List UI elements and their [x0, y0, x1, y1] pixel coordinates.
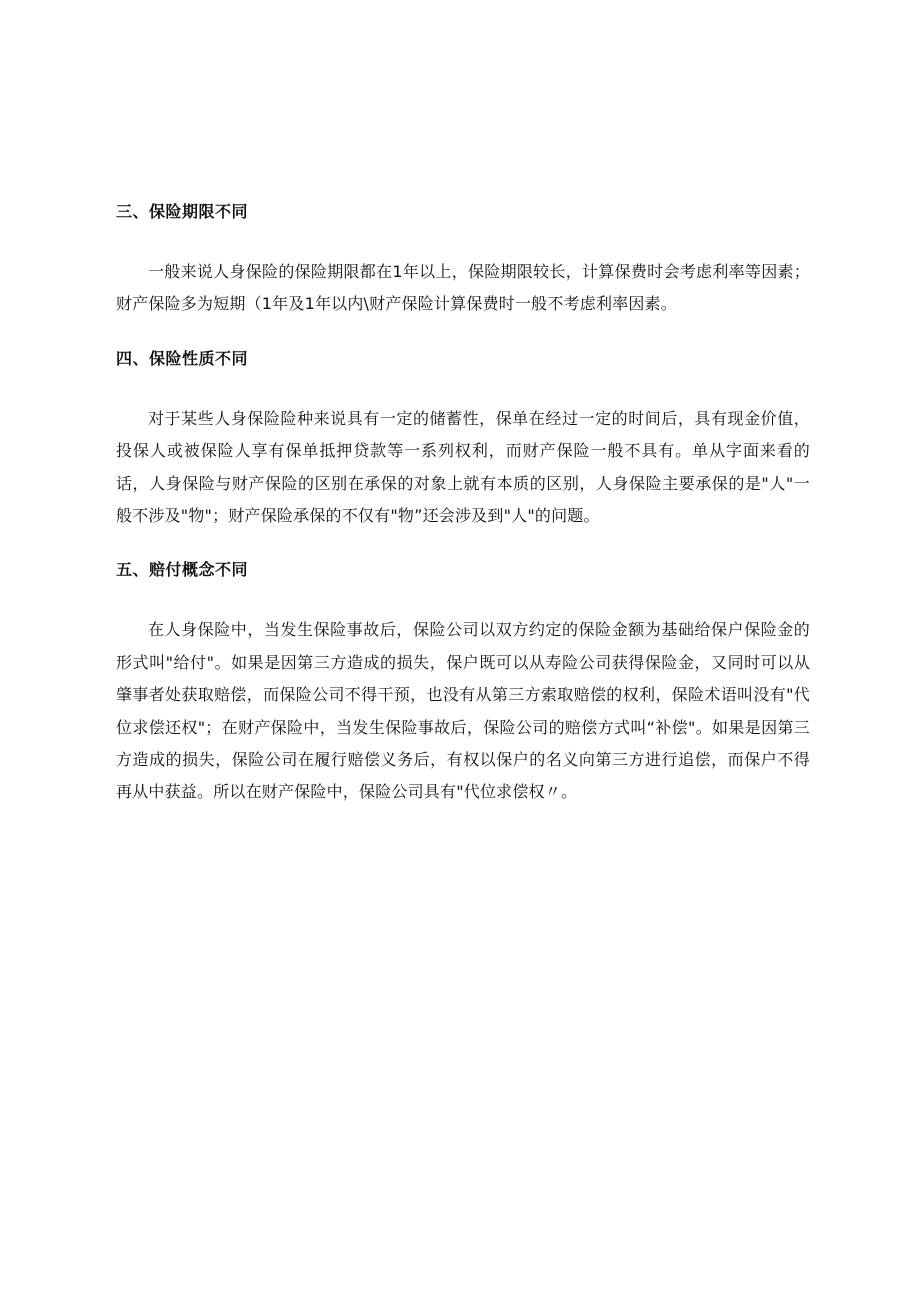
section-paragraph: 一般来说人身保险的保险期限都在1年以上，保险期限较长，计算保费时会考虑利率等因素；财产保险多为短期（1年及1年以内\财产保险计算保费时一般不考虑利率因素。 [116, 262, 810, 314]
section-heading: 五、赔付概念不同 [116, 560, 249, 580]
section-spacer [116, 321, 810, 347]
section-heading: 三、保险期限不同 [116, 202, 249, 221]
section-paragraph: 对于某些人身保险险种来说具有一定的储蓄性，保单在经过一定的时间后，具有现金价值，投保人或被保险人享有保单抵押贷款等一系列权利，而财产保险一般不具有。单从字面来看的话，人身保险与财产保险的区别在承保的对象上就有本质的区别，人身保险主要承保的是"人"一般不涉及"物"；财产保险承保的不仅有"物”还会涉及到"人"的问题。 [116, 408, 810, 526]
section-payout [116, 558, 810, 808]
section-heading: 四、保险性质不同 [116, 348, 249, 368]
document-body [116, 200, 810, 809]
section-paragraph: 在人身保险中，当发生保险事故后，保险公司以双方约定的保险金额为基础给保户保险金的形式叫"给付"。如果是因第三方造成的损失，保户既可以从寿险公司获得保险金，又同时可以从肇事者处获取赔偿，而保险公司不得干预，也没有从第三方索取赔偿的权利，保险术语叫没有"代位求偿还权"；在财产保险中，当发生保险事故后，保险公司的赔偿方式叫“补偿"。如果是因第三方造成的损失，保险公司在履行赔偿义务后，有权以保户的名义向第三方进行追偿，而保户不得再从中获益。所以在财产保险中，保险公司具有"代位求偿权〃。 [116, 620, 810, 802]
section-spacer [116, 532, 810, 558]
section-term [116, 200, 810, 321]
section-nature [116, 347, 810, 533]
